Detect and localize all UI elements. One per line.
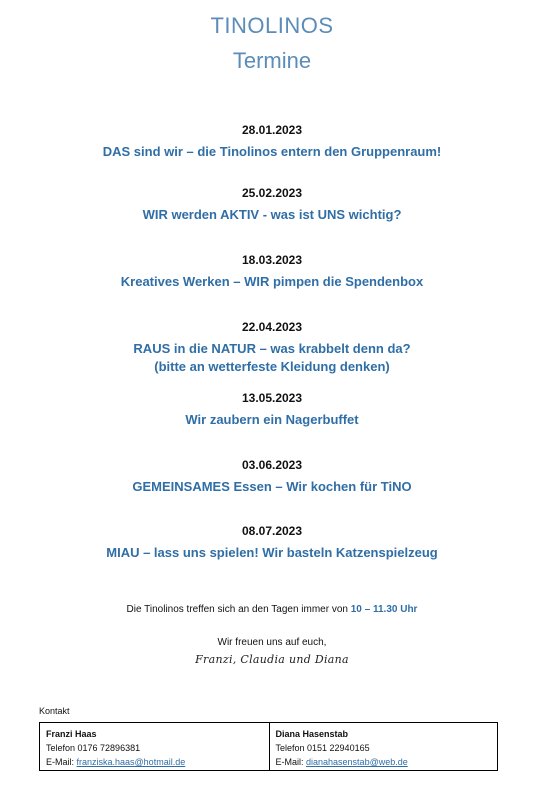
email-link[interactable]: dianahasenstab@web.de <box>306 757 408 767</box>
page-subtitle: Termine <box>232 48 312 73</box>
meeting-info <box>0 604 544 615</box>
event-item <box>0 122 544 161</box>
event-date: 22.04.2023 <box>241 320 303 334</box>
event-date: 08.07.2023 <box>241 524 303 538</box>
event-title: Kreatives Werken – WIR pimpen die Spendenbox <box>120 274 424 289</box>
event-item <box>0 523 544 562</box>
contact-email-row <box>276 755 492 769</box>
signature: Franzi, Claudia und Diana <box>195 653 349 666</box>
event-date: 18.03.2023 <box>241 253 303 267</box>
contact-cell <box>269 723 498 770</box>
contact-email-row <box>46 755 263 769</box>
email-label: E-Mail: <box>46 757 77 767</box>
email-label: E-Mail: <box>275 757 307 767</box>
event-date: 25.02.2023 <box>241 186 303 200</box>
contact-name: Diana Hasenstab <box>275 729 349 739</box>
email-link[interactable]: franziska.haas@hotmail.de <box>76 757 186 767</box>
event-item <box>0 319 544 376</box>
event-title: DAS sind wir – die Tinolinos entern den Gruppenraum! <box>102 144 442 159</box>
contact-label: Kontakt <box>39 706 70 716</box>
event-item <box>0 185 544 224</box>
contact-name: Franzi Haas <box>46 729 97 739</box>
contact-phone: Telefon 0176 72896381 <box>46 743 141 753</box>
event-note: (bitte an wetterfeste Kleidung denken) <box>154 359 390 374</box>
greeting: Wir freuen uns auf euch, <box>217 637 327 648</box>
meeting-time: 10 – 11.30 Uhr <box>350 604 418 615</box>
event-date: 03.06.2023 <box>241 458 303 472</box>
event-title: GEMEINSAMES Essen – Wir kochen für TiNO <box>132 479 412 494</box>
contact-phone: Telefon 0151 22940165 <box>275 743 370 753</box>
event-date: 13.05.2023 <box>241 391 303 405</box>
event-item <box>0 252 544 291</box>
event-item <box>0 390 544 429</box>
event-title: WIR werden AKTIV - was ist UNS wichtig? <box>142 207 402 222</box>
meeting-text: Die Tinolinos treffen sich an den Tagen immer von <box>126 604 351 615</box>
event-date: 28.01.2023 <box>241 123 303 137</box>
event-title: Wir zaubern ein Nagerbuffet <box>185 412 359 427</box>
contact-cell <box>40 723 269 770</box>
event-title: RAUS in die NATUR – was krabbelt denn da? <box>133 341 411 356</box>
page-title: TINOLINOS <box>210 13 334 38</box>
event-item <box>0 457 544 496</box>
contact-table <box>39 722 498 771</box>
event-title: MIAU – lass uns spielen! Wir basteln Katzenspielzeug <box>106 545 438 560</box>
